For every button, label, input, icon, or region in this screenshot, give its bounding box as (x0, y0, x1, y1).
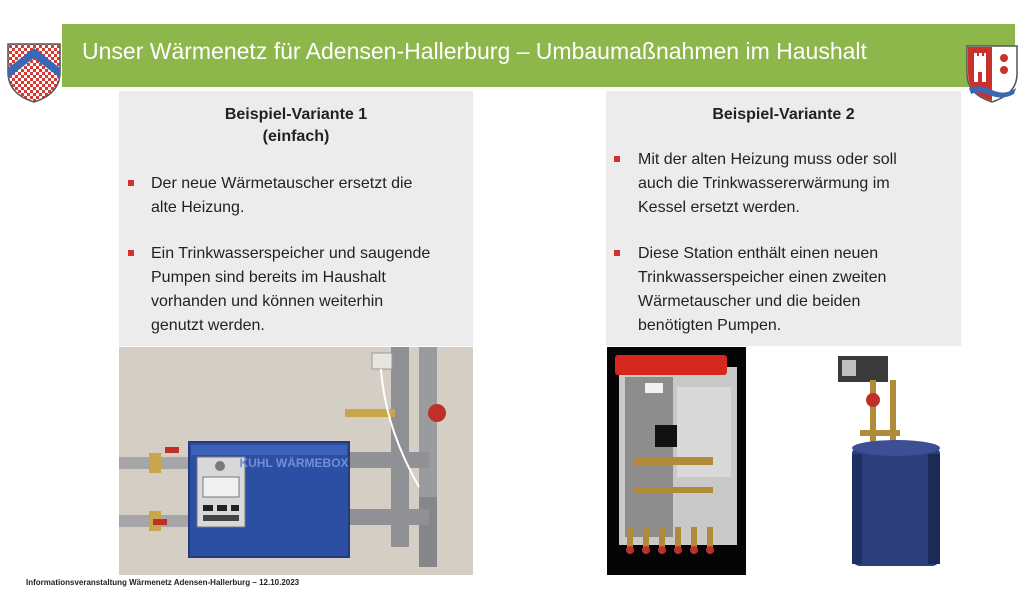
bullet-line: Pumpen sind bereits im Haushalt (151, 269, 386, 286)
variant-1-title (119, 104, 473, 148)
bullet-line: alte Heizung. (151, 199, 245, 216)
bullet-line: Mit der alten Heizung muss oder soll (638, 151, 897, 168)
variant-2-title: Beispiel-Variante 2 (712, 106, 855, 123)
variant-1-title-line-1: Beispiel-Variante 1 (224, 106, 368, 123)
coat-of-arms-right-icon (965, 44, 1019, 104)
bullet-marker (614, 250, 620, 256)
bullet-marker (128, 180, 134, 186)
footer-text: Informationsveranstaltung Wärmenetz Adensen-Hallerburg – 12.10.2023 (26, 578, 300, 587)
photo-box-label: KUHL WÄRMEBOX (239, 456, 349, 470)
bullet-line: genutzt werden. (151, 317, 265, 334)
bullet-line: Wärmetauscher und die beiden (638, 293, 861, 310)
coat-of-arms-left-icon (6, 42, 62, 104)
variant-2-bullet-2 (638, 242, 958, 338)
bullet-marker (614, 156, 620, 162)
bullet-line: Ein Trinkwasserspeicher und saugende (151, 245, 431, 262)
page-title: Unser Wärmenetz für Adensen-Hallerburg – Umbaumaßnahmen im Haushalt (82, 38, 867, 64)
variant-1-bullet-1 (151, 172, 471, 220)
bullet-line: Kessel ersetzt werden. (638, 199, 800, 216)
variant-1-bullet-2 (151, 242, 471, 338)
bullet-line: Trinkwasserspeicher einen zweiten (638, 269, 887, 286)
bullet-marker (128, 250, 134, 256)
water-storage-tank-photo (830, 350, 950, 572)
variant-2-bullet-1 (638, 148, 958, 220)
heat-exchanger-photo (119, 347, 473, 575)
bullet-line: vorhanden und können weiterhin (151, 293, 384, 310)
bullet-line: Der neue Wärmetauscher ersetzt die (151, 175, 413, 192)
bullet-line: auch die Trinkwassererwärmung im (638, 175, 890, 192)
bullet-line: Diese Station enthält einen neuen (638, 245, 879, 262)
bullet-line: benötigten Pumpen. (638, 317, 782, 334)
variant-1-title-line-2: (einfach) (262, 128, 330, 145)
heat-station-photo (607, 347, 746, 575)
